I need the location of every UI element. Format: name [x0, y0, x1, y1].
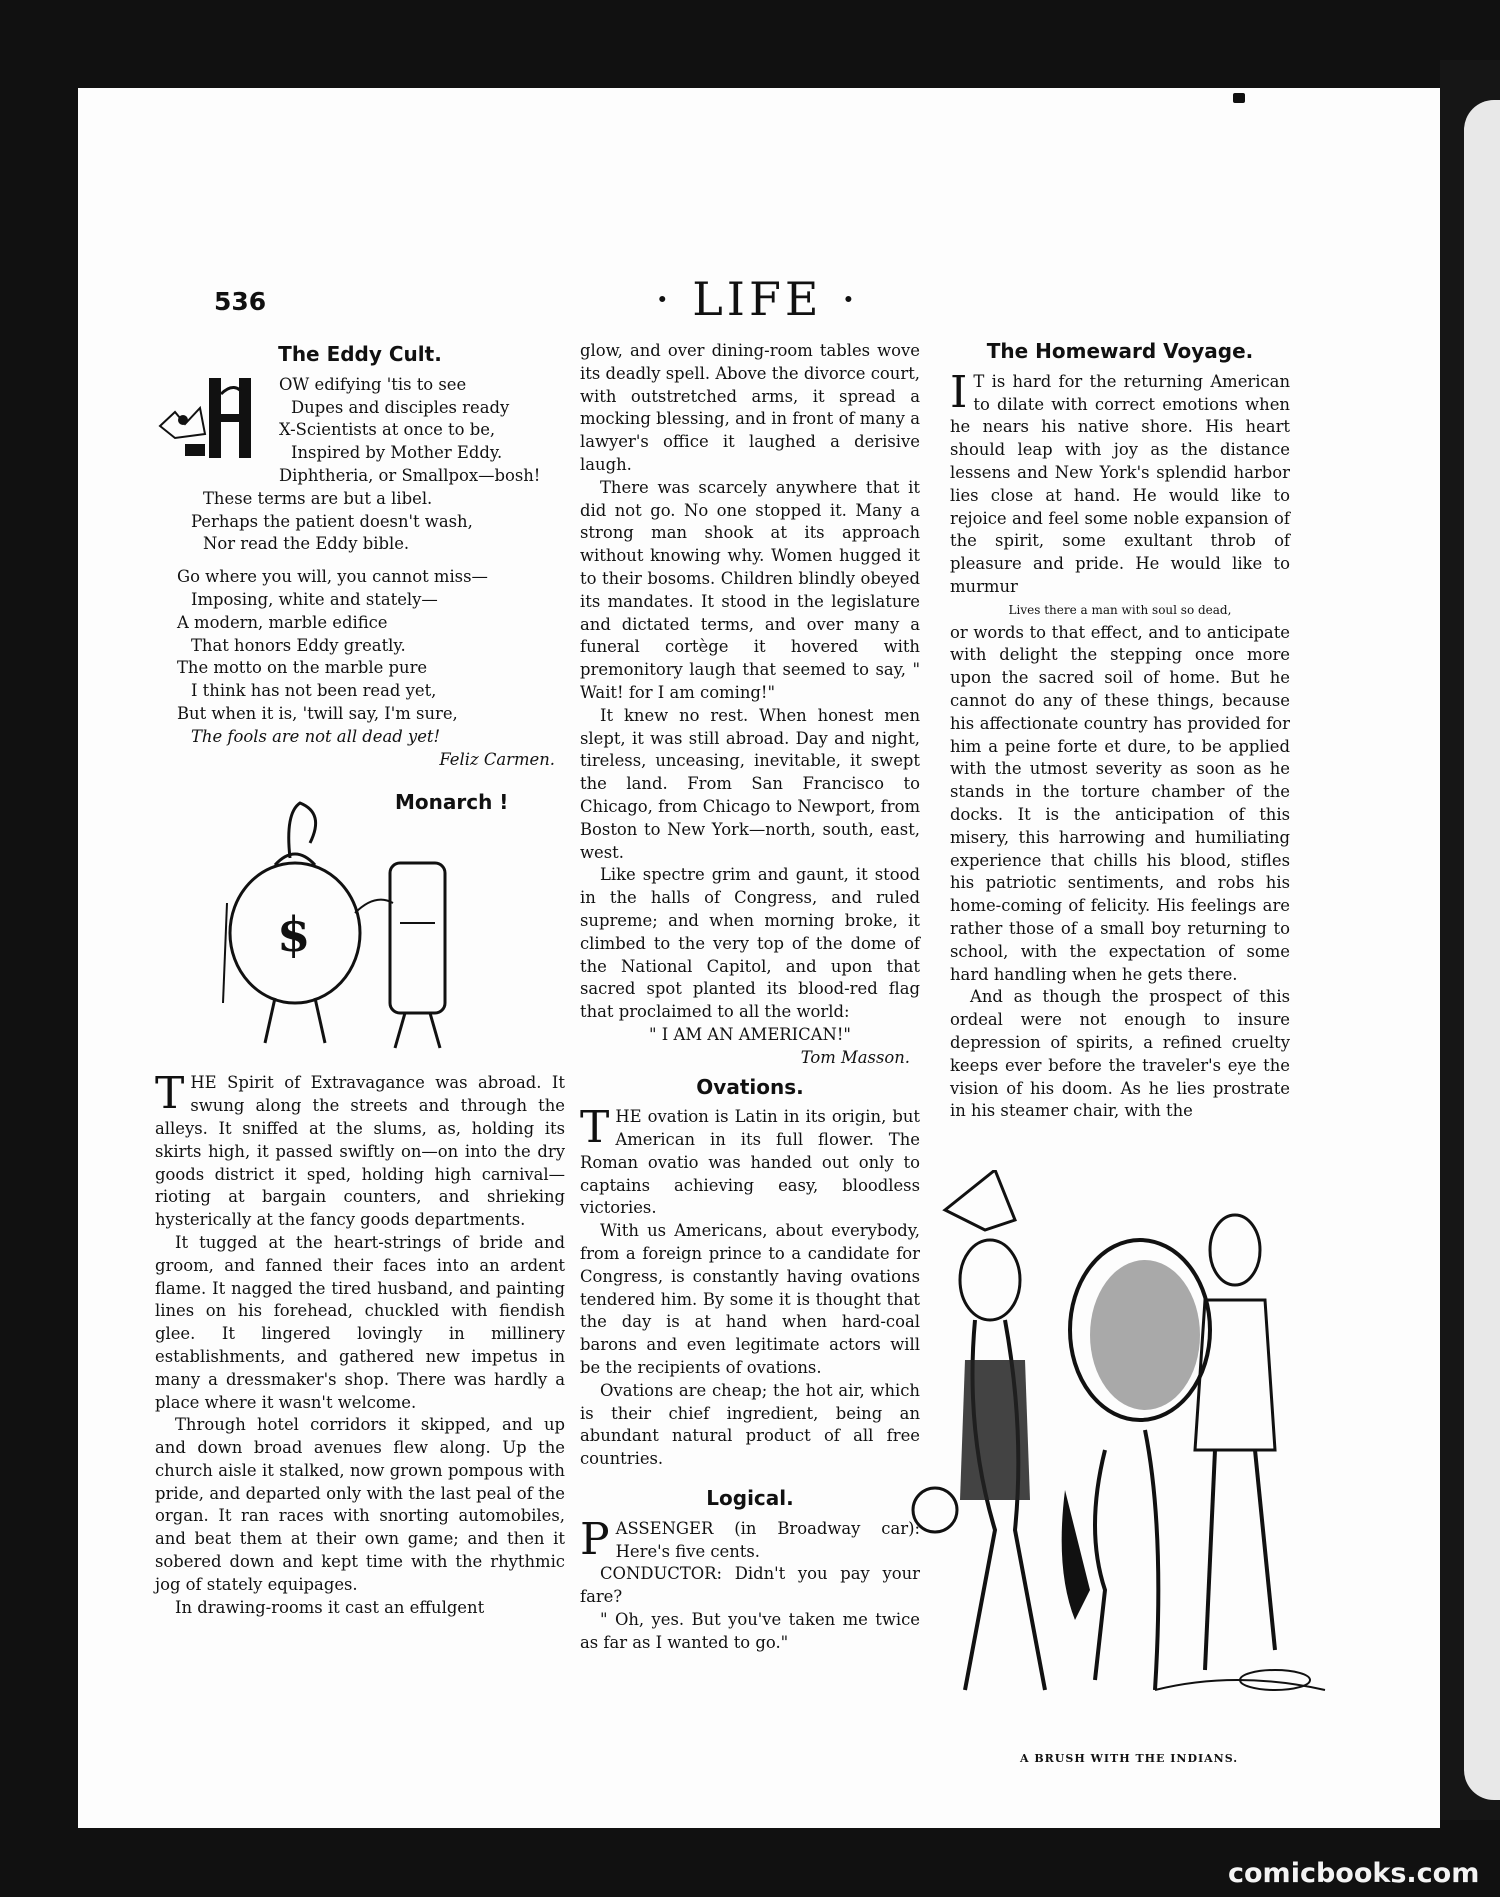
poem-line: Dupes and disciples ready — [291, 397, 510, 417]
site-logo: comicbooks.com — [1228, 1858, 1480, 1889]
poem-line: These terms are but a libel. — [203, 488, 433, 508]
poem-line: Go where you will, you cannot miss— — [177, 567, 488, 587]
voyage-paragraph-1: I T is hard for the returning American to dilate with correct emotions when he nears his native shore. His heart should leap with joy as the distance lessens and New York's splendid harbor lies close at hand. He would like to rejoice and feel some noble expansion of the spirit, some exultant throb of pleasure and pride. He would like to murmur — [950, 366, 1290, 596]
poem-line: That honors Eddy greatly. — [191, 635, 406, 655]
poem-line: The fools are not all dead yet! — [191, 726, 441, 746]
logical-line-1: PASSENGER (in Broadway car): Here's five cents. — [580, 1513, 920, 1565]
monarch-paragraph-8: Like spectre grim and gaunt, it stood in the halls of Congress, and ruled supreme; and when morning broke, it climbed to the very top of the dome of the National Capitol, and upon that sacred spot planted its blood-red flag that proclaimed to all the world: — [580, 865, 920, 1022]
monarch-paragraph-5: glow, and over dining-room tables wove its deadly spell. Above the divorce court, with outstretched arms, it spread a mocking blessing, and in front of many a lawyer's office it laughed a derisive laugh. — [580, 341, 920, 474]
monarch-paragraph-4: In drawing-rooms it cast an effulgent — [175, 1597, 485, 1617]
logical-line-3: " Oh, yes. But you've taken me twice as far as I wanted to go." — [580, 1610, 920, 1652]
poem-line: Imposing, white and stately— — [191, 589, 438, 609]
svg-text:$: $ — [277, 907, 311, 964]
poem-line: But when it is, 'twill say, I'm sure, — [177, 703, 458, 723]
ovations-paragraph-1: THE ovation is Latin in its origin, but American in its full flower. The Roman ovatio was handed out only to captains achieving easy, bloodless victories. — [580, 1102, 920, 1218]
poem-line: I think has not been read yet, — [191, 681, 437, 701]
poem-line: Perhaps the patient doesn't wash, — [191, 511, 473, 531]
money-bag-cartoon-icon — [215, 783, 475, 1063]
monarch-paragraph-6: There was scarcely anywhere that it did not go. No one stopped it. Many a strong man shook at its approach without knowing why. Women hugged it to their bosoms. Children blindly obeyed its mandates. It stood in the legislature and dictated terms, and over many a funeral cortège it hovered with premonitory laugh that seemed to say, " Wait! for I am coming!" — [580, 477, 920, 702]
voyage-paragraph-2: or words to that effect, and to anticipate with delight the stepping once more upon the sacred soil of home. But he cannot do any of these things, because his affectionate country has provided for him a peine forte et dure, to be applied with the utmost severity as soon as he stands in the torture chamber of the docks. It is the anticipation of this misery, this harrowing and humiliating experience that chills his blood, stifles his patriotic sentiments, and robs his home-coming of felicity. His feelings are rather those of a small boy returning to school, with the expectation of some hard handling when he gets there. — [950, 622, 1290, 984]
eddy-poem — [155, 374, 565, 772]
monarch-title: Monarch ! — [395, 790, 509, 815]
stanza-2 — [177, 566, 565, 748]
ink-mark — [1233, 93, 1245, 103]
voyage-quote: Lives there a man with soul so dead, — [1008, 602, 1232, 617]
column-1 — [155, 343, 565, 1619]
poem-line: Inspired by Mother Eddy. — [291, 443, 503, 463]
ovations-title: Ovations. — [696, 1074, 804, 1099]
illustration-caption: A BRUSH WITH THE INDIANS. — [1020, 1752, 1239, 1765]
monarch-paragraph-7: It knew no rest. When honest men slept, it was still abroad. Day and night, tireless, unceasing, inevitable, it swept the land. From San Francisco to Chicago, from Chicago to Newport, from Boston to New York—north, south, east, west. — [580, 705, 920, 862]
voyage-title: The Homeward Voyage. — [986, 339, 1254, 363]
poem-line: Nor read the Eddy bible. — [203, 534, 410, 554]
eddy-author: Feliz Carmen. — [439, 749, 555, 769]
monarch-illustration — [155, 783, 565, 1068]
column-3 — [950, 340, 1290, 1123]
stanza-1 — [191, 374, 565, 556]
poem-line: A modern, marble edifice — [177, 612, 388, 632]
voyage-paragraph-3: And as though the prospect of this ordeal were not enough to insure depression of spirits, a refined cruelty keeps ever before the traveler's eye the vision of his doom. As he lies prostrate in his steamer chair, with the — [950, 987, 1290, 1121]
monarch-quote: " I AM AN AMERICAN!" — [649, 1024, 851, 1044]
ovations-paragraph-2: With us Americans, about everybody, from a foreign prince to a candidate for Congress, is constantly having ovations tendered him. By some it is thought that the day is at hand when hard-coal barons and even legitimate actors will be the recipients of ovations. — [580, 1221, 920, 1378]
ovations-paragraph-3: Ovations are cheap; the hot air, which is their chief ingredient, being an abundant natural product of all free countries. — [580, 1380, 920, 1469]
adjacent-page-edge — [1440, 60, 1500, 1820]
logical-title: Logical. — [706, 1486, 794, 1511]
poem-line: X-Scientists at once to be, — [279, 420, 496, 440]
poem-line: The motto on the marble pure — [177, 658, 428, 678]
masthead-title: · LIFE · — [655, 272, 860, 326]
monarch-paragraph-2: It tugged at the heart-strings of bride and groom, and fanned their faces into an ardent flame. It nagged the tired husband, and painting lines on his forehead, chuckled with fiendish glee. It lingered lovingly in millinery establishments, and gathered new impetus in many a dressmaker's shop. There was hardly a place where it wasn't welcome. — [155, 1232, 565, 1412]
logical-line-2: CONDUCTOR: Didn't you pay your fare? — [580, 1564, 920, 1607]
decorated-initial-h-icon — [155, 374, 267, 466]
indians-cartoon-icon — [905, 1170, 1365, 1745]
column-2 — [580, 340, 920, 1655]
page-number: 536 — [214, 287, 267, 316]
monarch-paragraph-1: THE Spirit of Extravagance was abroad. It swung along the streets and through the alleys. It sniffed at the slums, as, holding its skirts high, it passed swiftly on—on into the dry goods district it sped, holding high carnival—rioting at bargain counters, and shrieking hysterically at the fancy goods departments. — [155, 1068, 565, 1230]
poem-line: Diphtheria, or Smallpox—bosh! — [279, 465, 541, 485]
monarch-author: Tom Masson. — [800, 1047, 910, 1067]
poem-line: OW edifying 'tis to see — [279, 374, 467, 394]
eddy-title: The Eddy Cult. — [278, 342, 442, 366]
monarch-paragraph-3: Through hotel corridors it skipped, and up and down broad avenues flew along. Up the church aisle it stalked, now grown pompous with pride, and departed only with the last peal of the organ. It ran races with snorting automobiles, and beat them at their own game; and then it sobered down and kept time with the rhythmic jog of stately equipages. — [155, 1415, 565, 1594]
